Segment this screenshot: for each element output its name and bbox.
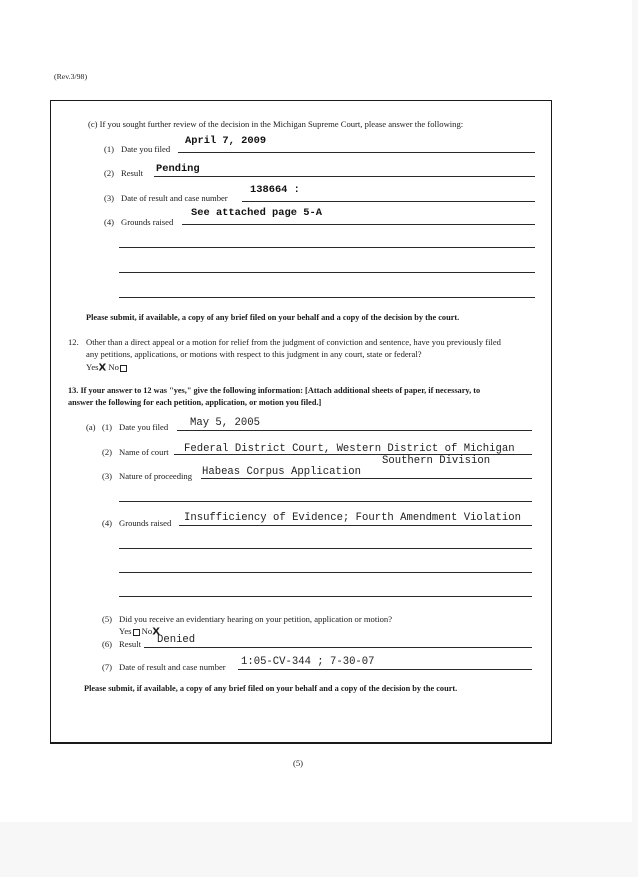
q13-5-answer [119, 626, 160, 638]
q13-4-value: Insufficiency of Evidence; Fourth Amendment Violation [184, 512, 521, 524]
page-number: (5) [293, 758, 304, 768]
q13-6-underline [144, 647, 532, 648]
q13-line-1: 13. If your answer to 12 was "yes," give the following information: [Attach additional sheets of paper, if necessary, to [68, 386, 481, 395]
q13-6-label: Result [119, 639, 141, 649]
c1-underline [178, 152, 535, 153]
q13-6-number: (6) [102, 639, 113, 649]
q12-line-2: any petitions, applications, or motions with respect to this judgment in any court, state or federal? [86, 349, 422, 359]
q13-3-extra-line [119, 501, 532, 502]
q13-7-number: (7) [102, 662, 113, 672]
q13-3-label: Nature of proceeding [119, 471, 193, 481]
c1-label: Date you filed [121, 144, 171, 154]
c2-value: Pending [156, 163, 200, 175]
q13-4-extra-line-1 [119, 548, 532, 549]
q13-7-underline [238, 669, 532, 670]
c3-underline [242, 201, 535, 202]
q13-6-value: Denied [157, 634, 196, 646]
q13-1-label: Date you filed [119, 422, 169, 432]
q12-no-checkbox[interactable] [120, 365, 127, 372]
c3-value: 138664 : [250, 184, 300, 196]
q13-2-value: Federal District Court, Western District of Michigan [184, 443, 515, 455]
q13-2-number: (2) [102, 447, 113, 457]
q13-7-label: Date of result and case number [119, 662, 226, 672]
q12-answer [86, 362, 127, 374]
c1-number: (1) [104, 144, 115, 154]
c4-extra-line-1 [119, 247, 535, 248]
c2-label: Result [121, 168, 143, 178]
q12-number: 12. [68, 337, 79, 347]
q13-2-value-line-2: Southern Division [382, 455, 491, 467]
q13-1-underline [177, 430, 532, 431]
c4-underline [182, 224, 535, 225]
c4-extra-line-3 [119, 297, 535, 298]
c3-label: Date of result and case number [121, 193, 228, 203]
q13-5-yes-checkbox[interactable] [133, 629, 140, 636]
q13-3-underline [201, 478, 532, 479]
q13-7-value: 1:05-CV-344 ; 7-30-07 [241, 656, 375, 668]
q13-3-value: Habeas Corpus Application [202, 466, 361, 478]
q13-4-number: (4) [102, 518, 113, 528]
q12-yes-label: Yes [86, 362, 99, 372]
c4-number: (4) [104, 217, 115, 227]
section-c-intro: (c) If you sought further review of the decision in the Michigan Supreme Court, please answer the following: [88, 119, 464, 129]
c2-underline [154, 176, 535, 177]
q13-2-label: Name of court [119, 447, 169, 457]
c3-number: (3) [104, 193, 115, 203]
q13-4-extra-line-3 [119, 596, 532, 597]
q13-part-a: (a) [86, 422, 96, 432]
c2-number: (2) [104, 168, 115, 178]
q13-line-2: answer the following for each petition, application, or motion you filed.] [68, 398, 322, 407]
q12-line-1: Other than a direct appeal or a motion for relief from the judgment of conviction and sentence, have you previously filed [86, 337, 501, 347]
q13-1-value: May 5, 2005 [190, 417, 260, 429]
revision-label: (Rev.3/98) [54, 72, 88, 81]
q13-5-no-label: No [141, 626, 153, 636]
q13-4-extra-line-2 [119, 572, 532, 573]
q13-5-yes-label: Yes [119, 626, 132, 636]
c4-label: Grounds raised [121, 217, 174, 227]
c1-value: April 7, 2009 [185, 135, 267, 147]
q13-5-check-mark: X [152, 626, 160, 638]
q13-1-number: (1) [102, 422, 113, 432]
q12-no-label: No [108, 362, 119, 372]
c4-value: See attached page 5-A [191, 207, 322, 219]
c4-extra-line-2 [119, 272, 535, 273]
q13-3-number: (3) [102, 471, 113, 481]
q13-submit-note: Please submit, if available, a copy of any brief filed on your behalf and a copy of the decision by the court. [84, 684, 458, 693]
q13-5-number: (5) [102, 614, 113, 624]
q13-4-label: Grounds raised [119, 518, 172, 528]
q13-5-label: Did you receive an evidentiary hearing on your petition, application or motion? [119, 614, 393, 624]
q13-4-underline [179, 525, 532, 526]
q12-check-mark: X [98, 362, 107, 374]
section-c-submit-note: Please submit, if available, a copy of any brief filed on your behalf and a copy of the decision by the court. [86, 313, 460, 322]
